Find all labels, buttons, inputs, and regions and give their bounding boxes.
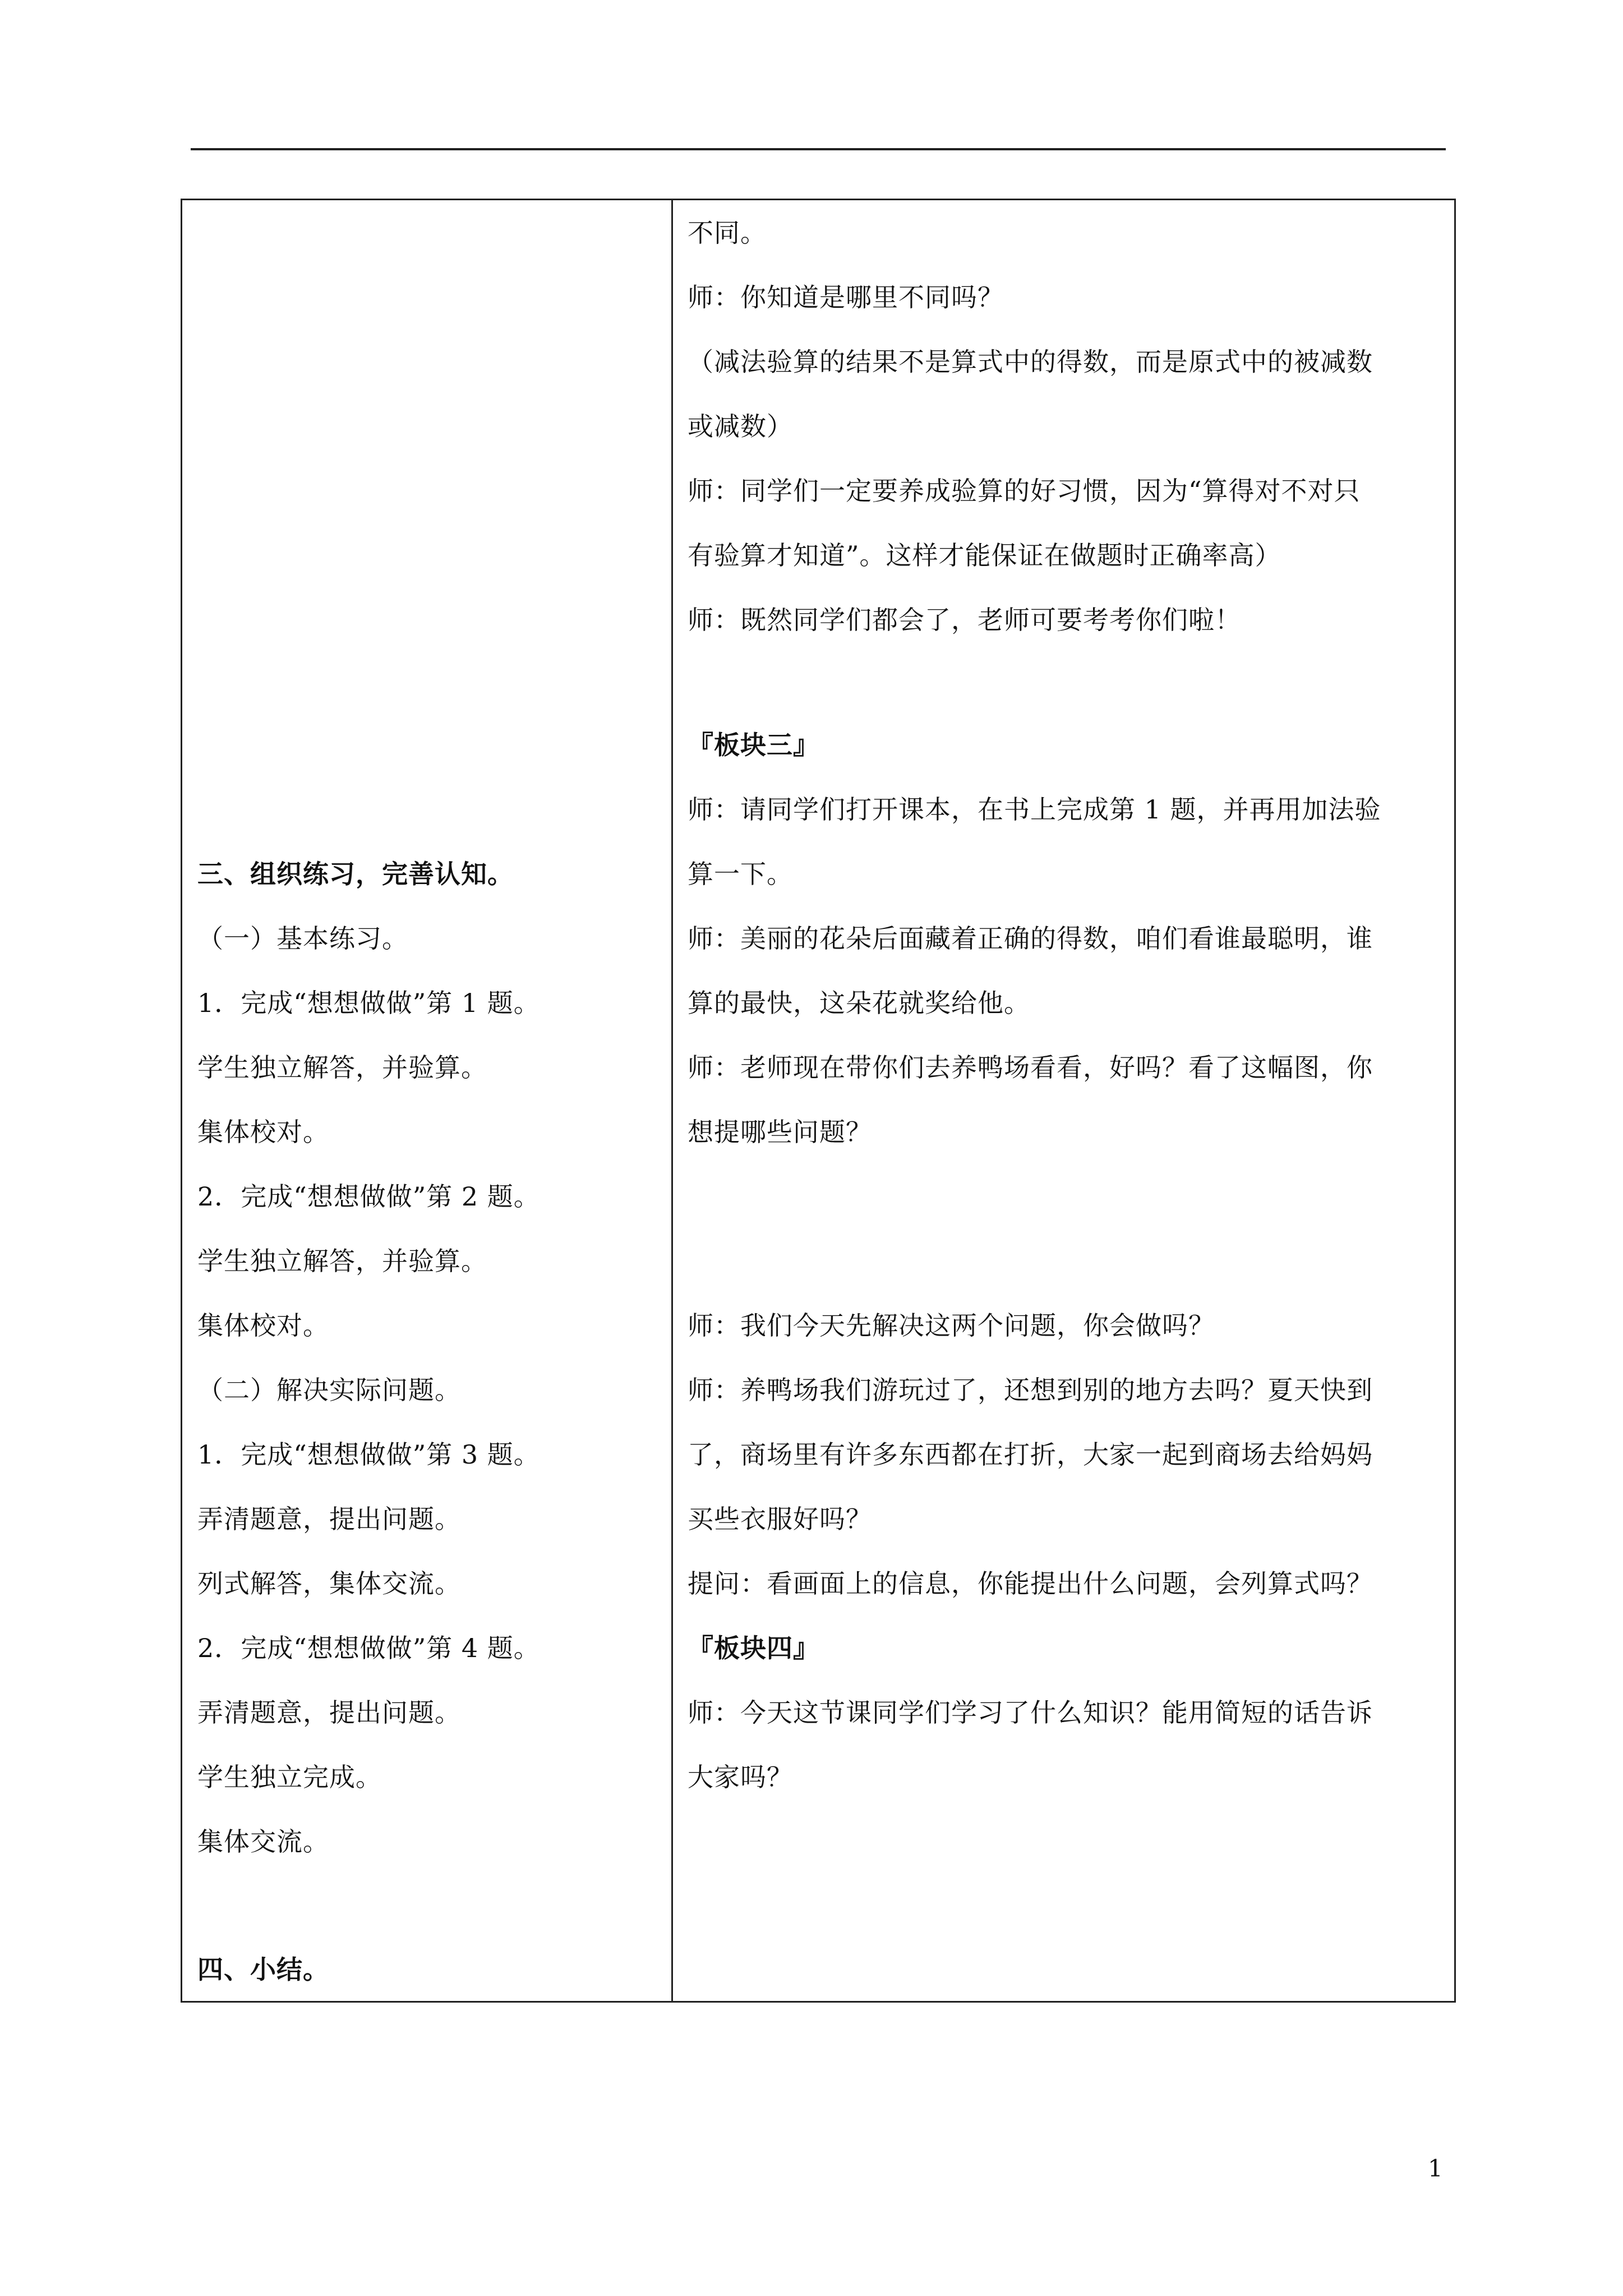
teacher-line: 师：养鸭场我们游玩过了，还想到别的地方去吗？夏天快到 xyxy=(688,1375,1373,1405)
real-problems-heading: （二）解决实际问题。 xyxy=(197,1375,461,1405)
teacher-line: 算的最快，这朵花就奖给他。 xyxy=(688,988,1030,1018)
teacher-line: 师：同学们一定要养成验算的好习惯，因为“算得对不对只 xyxy=(688,476,1361,506)
section4-title: 四、小结。 xyxy=(197,1954,329,1985)
section3-title: 三、组织练习，完善认知。 xyxy=(197,859,514,889)
exercise-item-1-step-1: 学生独立解答，并验算。 xyxy=(197,1052,487,1083)
page-number: 1 xyxy=(1428,2155,1443,2182)
exercise-item-4-step-1: 弄清题意，提出问题。 xyxy=(197,1697,461,1728)
block-four-heading: 『板块四』 xyxy=(688,1633,819,1663)
teacher-line: 师：美丽的花朵后面藏着正确的得数，咱们看谁最聪明，谁 xyxy=(688,923,1373,954)
basic-practice-heading: （一）基本练习。 xyxy=(197,923,408,954)
teacher-line: 师：我们今天先解决这两个问题，你会做吗？ xyxy=(688,1310,1215,1341)
teacher-line: （减法验算的结果不是算式中的得数，而是原式中的被减数 xyxy=(688,347,1373,377)
exercise-item-3-step-2: 列式解答，集体交流。 xyxy=(197,1568,461,1599)
exercise-item-2-step-2: 集体校对。 xyxy=(197,1310,329,1341)
exercise-item-3-step-1: 弄清题意，提出问题。 xyxy=(197,1504,461,1534)
lesson-table xyxy=(181,199,1456,2003)
exercise-item-4-step-3: 集体交流。 xyxy=(197,1826,329,1857)
exercise-item-4-step-2: 学生独立完成。 xyxy=(197,1762,382,1792)
teacher-line: 了，商场里有许多东西都在打折，大家一起到商场去给妈妈 xyxy=(688,1439,1373,1470)
exercise-item-3: 1．完成“想想做做”第 3 题。 xyxy=(197,1439,540,1470)
teacher-line: 算一下。 xyxy=(688,859,793,889)
block-three-heading: 『板块三』 xyxy=(688,730,819,760)
teacher-line: 师：既然同学们都会了，老师可要考考你们啦！ xyxy=(688,605,1241,635)
teacher-line: 买些衣服好吗？ xyxy=(688,1504,872,1534)
teacher-line: 师：老师现在带你们去养鸭场看看，好吗？看了这幅图，你 xyxy=(688,1052,1373,1083)
header-rule xyxy=(191,148,1446,150)
teacher-line: 想提哪些问题？ xyxy=(688,1117,872,1147)
exercise-item-4: 2．完成“想想做做”第 4 题。 xyxy=(197,1633,540,1663)
teacher-line: 师：今天这节课同学们学习了什么知识？能用简短的话告诉 xyxy=(688,1697,1373,1728)
teacher-line: 师：你知道是哪里不同吗？ xyxy=(688,282,1004,312)
exercise-item-1: 1．完成“想想做做”第 1 题。 xyxy=(197,988,540,1018)
teacher-line: 或减数） xyxy=(688,411,793,441)
teacher-line: 大家吗？ xyxy=(688,1762,793,1792)
teacher-line: 师：请同学们打开课本，在书上完成第 1 题，并再用加法验 xyxy=(688,794,1381,825)
teacher-line: 有验算才知道”。这样才能保证在做题时正确率高） xyxy=(688,540,1281,570)
column-divider xyxy=(671,200,673,2001)
teacher-line: 提问：看画面上的信息，你能提出什么问题，会列算式吗？ xyxy=(688,1568,1373,1599)
exercise-item-2-step-1: 学生独立解答，并验算。 xyxy=(197,1246,487,1276)
exercise-item-2: 2．完成“想想做做”第 2 题。 xyxy=(197,1181,540,1212)
exercise-item-1-step-2: 集体校对。 xyxy=(197,1117,329,1147)
teacher-line: 不同。 xyxy=(688,218,767,248)
